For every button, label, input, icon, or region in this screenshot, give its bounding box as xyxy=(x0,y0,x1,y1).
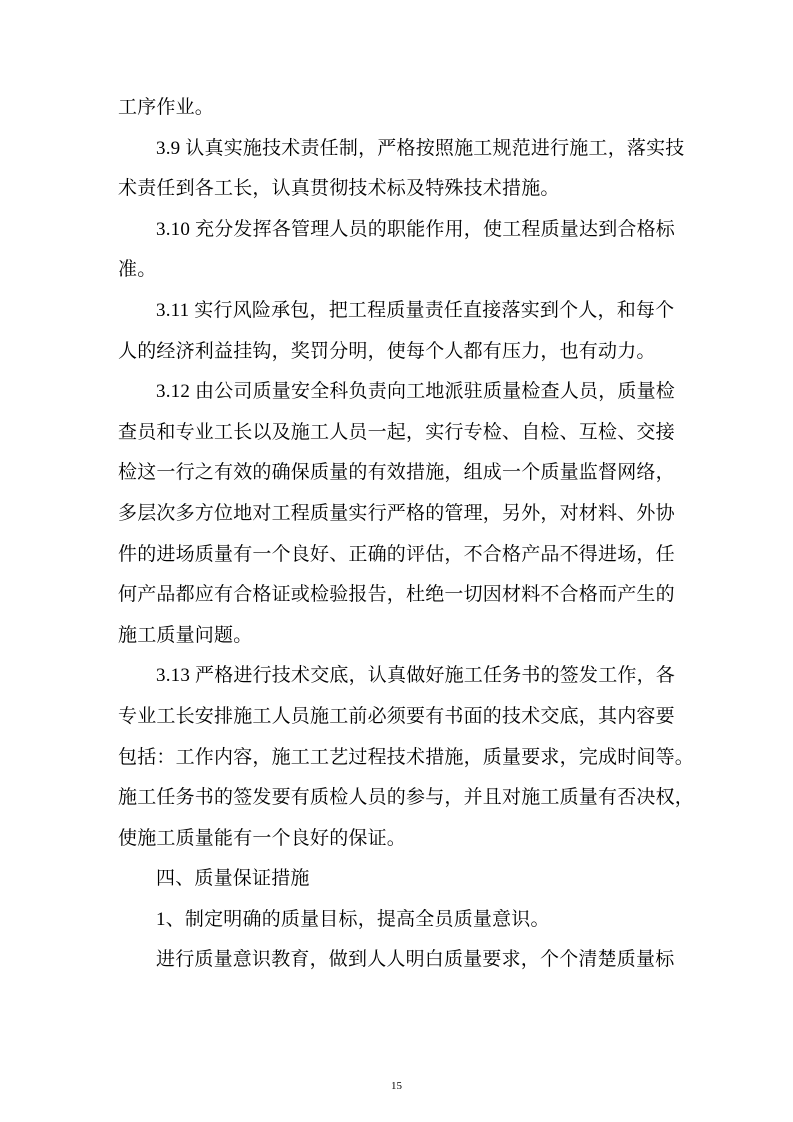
text-line-14: 3.13 严格进行技术交底，认真做好施工任务书的签发工作，各 xyxy=(156,665,676,687)
text-line-1: 3.9 认真实施技术责任制，严格按照施工规范进行施工，落实技 xyxy=(156,137,685,159)
text-line-18: 使施工质量能有一个良好的保证。 xyxy=(118,827,407,849)
text-line-6: 人的经济利益挂钩，奖罚分明，使每个人都有压力，也有动力。 xyxy=(118,340,656,362)
text-line-2: 术责任到各工长，认真贯彻技术标及特殊技术措施。 xyxy=(118,178,560,200)
section-heading: 四、质量保证措施 xyxy=(156,868,310,890)
text-line-5: 3.11 实行风险承包，把工程质量责任直接落实到个人，和每个 xyxy=(156,299,675,321)
text-line-7: 3.12 由公司质量安全科负责向工地派驻质量检查人员，质量检 xyxy=(156,381,676,403)
text-line-12: 何产品都应有合格证或检验报告，杜绝一切因材料不合格而产生的 xyxy=(118,584,675,606)
subsection-heading: 1、制定明确的质量目标，提高全员质量意识。 xyxy=(156,908,550,930)
text-line-16: 包括：工作内容，施工工艺过程技术措施，质量要求，完成时间等。 xyxy=(118,746,695,768)
text-line-21: 进行质量意识教育，做到人人明白质量要求，个个清楚质量标 xyxy=(156,949,675,971)
body-text xyxy=(118,88,695,981)
page-number: 15 xyxy=(391,1080,402,1092)
text-line-11: 件的进场质量有一个良好、正确的评估，不合格产品不得进场，任 xyxy=(118,543,675,565)
text-line-13: 施工质量问题。 xyxy=(118,624,253,646)
text-line-3: 3.10 充分发挥各管理人员的职能作用，使工程质量达到合格标 xyxy=(156,218,676,240)
text-line-17: 施工任务书的签发要有质检人员的参与，并且对施工质量有否决权， xyxy=(118,787,695,809)
text-line-4: 准。 xyxy=(118,259,157,281)
text-line-10: 多层次多方位地对工程质量实行严格的管理，另外，对材料、外协 xyxy=(118,502,675,524)
text-line-15: 专业工长安排施工人员施工前必须要有书面的技术交底，其内容要 xyxy=(118,705,675,727)
text-line-8: 查员和专业工长以及施工人员一起，实行专检、自检、互检、交接 xyxy=(118,421,675,443)
text-line-9: 检这一行之有效的确保质量的有效措施，组成一个质量监督网络， xyxy=(118,462,675,484)
text-line-0: 工序作业。 xyxy=(118,97,215,118)
